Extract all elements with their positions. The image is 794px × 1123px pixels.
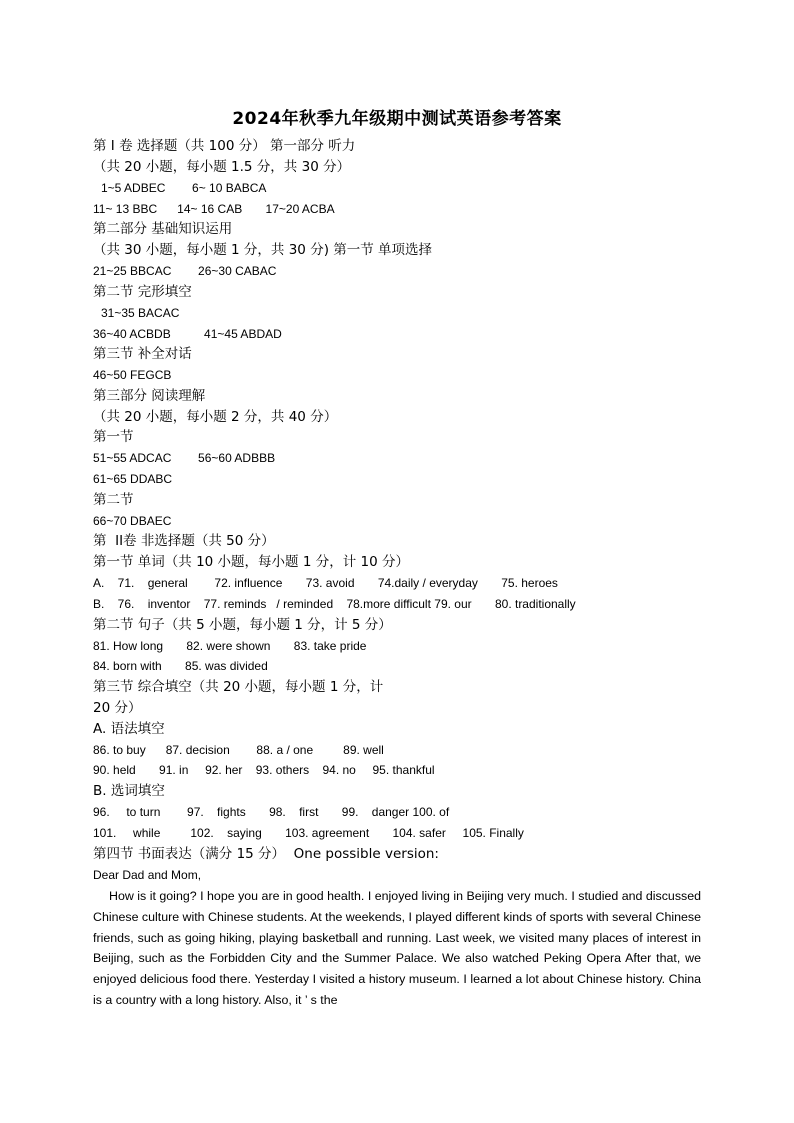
- answer-line: 31~35 BACAC: [101, 306, 180, 320]
- answer-line: 81. How long 82. were shown 83. take pride: [93, 639, 367, 653]
- answer-line: 84. born with 85. was divided: [93, 659, 268, 673]
- answer-line: 51~55 ADCAC 56~60 ADBBB: [93, 451, 276, 465]
- answer-line: B. 76. inventor 77. reminds / reminded 78.more difficult 79. our 80. traditionally: [93, 597, 576, 611]
- answer-line: 36~40 ACBDB 41~45 ABDAD: [93, 327, 282, 341]
- essay-paragraph: How is it going? I hope you are in good health. I enjoyed living in Beijing very much. I studied and discussed Chinese culture with Chinese students. At the weekends, I played different kinds of sports with several Chinese friends, such as going hiking, playing basketball and running. Last week, we visited many places of interest in Beijing, such as the Forbidden City and the Summer Palace. We also watched Peking Opera After that, we enjoyed delicious food there. Yesterday I visited a history museum. I learned a lot about Chinese history. China is a country with a long history. Also, it ’ s the: [93, 889, 701, 1007]
- answer-line: 86. to buy 87. decision 88. a / one 89. well: [93, 743, 384, 757]
- section-info: 20 分）: [93, 700, 142, 716]
- section-info: （共 20 小题，每小题 2 分，共 40 分）: [93, 409, 338, 425]
- section-info: （共 30 小题，每小题 1 分，共 30 分) 第一节 单项选择: [93, 242, 433, 258]
- section-heading: A. 语法填空: [93, 721, 165, 737]
- section-info: 第四节 书面表达（满分 15 分） One possible version:: [93, 846, 439, 862]
- answer-line: 90. held 91. in 92. her 93. others 94. no 95. thankful: [93, 763, 435, 777]
- document-title: 2024年秋季九年级期中测试英语参考答案: [232, 109, 562, 129]
- answer-line: 46~50 FEGCB: [93, 368, 172, 382]
- section-heading: 第一节: [93, 429, 134, 445]
- answer-line: 61~65 DDABC: [93, 472, 173, 486]
- section-heading: 第 I 卷 选择题（共 100 分） 第一部分 听力: [93, 138, 356, 154]
- section-heading: 第三部分 阅读理解: [93, 388, 206, 404]
- answer-line: 96. to turn 97. fights 98. first 99. danger 100. of: [93, 805, 450, 819]
- section-heading: 第三节 补全对话: [93, 346, 192, 362]
- letter-salutation: Dear Dad and Mom,: [93, 868, 202, 882]
- section-heading: 第二节: [93, 492, 134, 508]
- section-heading: B. 选词填空: [93, 783, 165, 799]
- section-info: 第一节 单词（共 10 小题，每小题 1 分，计 10 分）: [93, 554, 409, 570]
- answer-line: 11~ 13 BBC 14~ 16 CAB 17~20 ACBA: [93, 202, 335, 216]
- section-heading: 第 II卷 非选择题（共 50 分）: [93, 533, 275, 549]
- section-info: （共 20 小题，每小题 1.5 分，共 30 分）: [93, 159, 351, 175]
- answer-line: A. 71. general 72. influence 73. avoid 74.daily / everyday 75. heroes: [93, 576, 558, 590]
- answer-line: 1~5 ADBEC 6~ 10 BABCA: [101, 181, 267, 195]
- section-info: 第二节 句子（共 5 小题，每小题 1 分，计 5 分）: [93, 617, 392, 633]
- section-heading: 第二部分 基础知识运用: [93, 221, 233, 237]
- sample-essay: [93, 886, 701, 1011]
- answer-line: 66~70 DBAEC: [93, 514, 172, 528]
- section-heading: 第二节 完形填空: [93, 284, 192, 300]
- answer-line: 101. while 102. saying 103. agreement 104. safer 105. Finally: [93, 826, 524, 840]
- section-info: 第三节 综合填空（共 20 小题，每小题 1 分，计: [93, 679, 384, 695]
- answer-line: 21~25 BBCAC 26~30 CABAC: [93, 264, 277, 278]
